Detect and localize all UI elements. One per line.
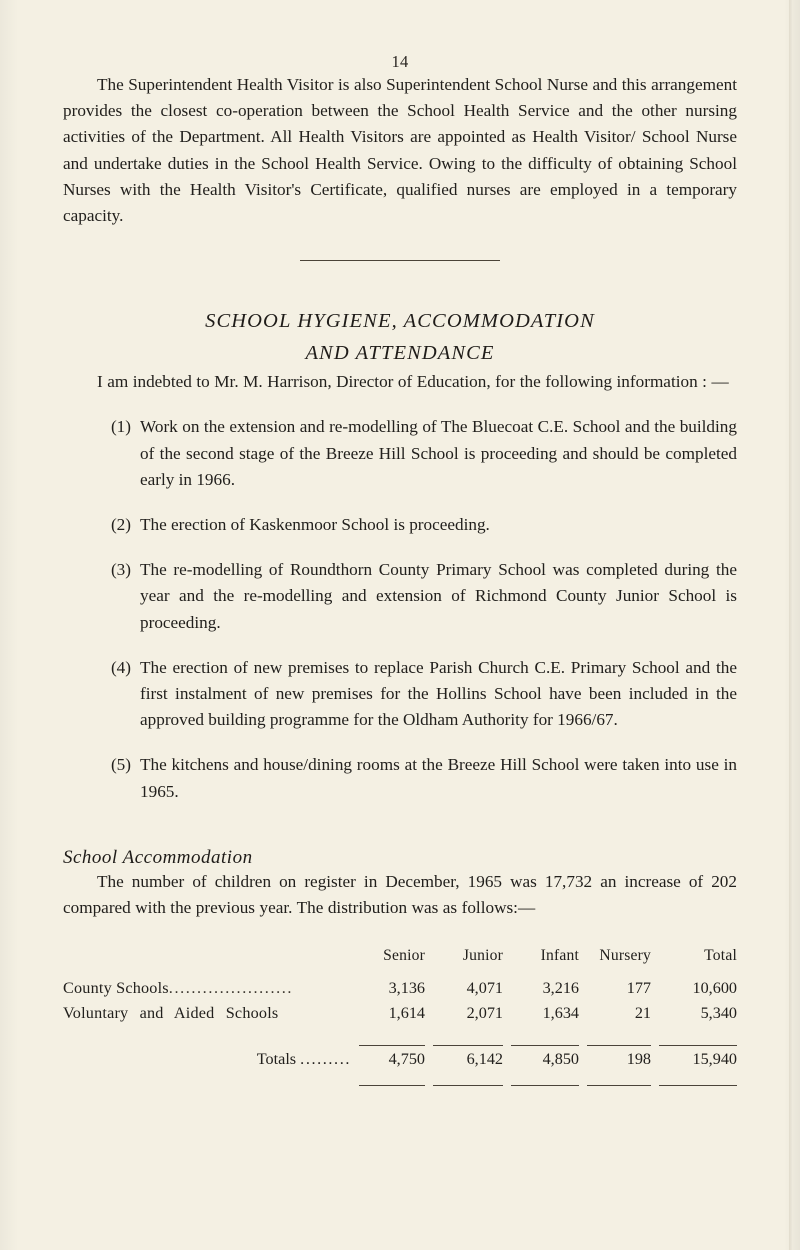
list-item	[63, 655, 737, 734]
row-label-text: County Schools	[63, 979, 169, 998]
cell-senior-total: 4,750	[388, 1050, 425, 1069]
cell-senior: 1,614	[388, 1004, 425, 1023]
column-header-blank	[63, 947, 351, 976]
list-item-number: (4)	[110, 657, 131, 677]
intro-paragraph: The Superintendent Health Visitor is also Superintendent School Nurse and this arrangement provides the closest co-operation between the School Health Service and the other nursing activities of the Department. All Health Visitors are appointed as Health Visitor/ School Nurse and undertake duties in the School Health Service. Owing to the difficulty of obtaining School Nurses with the Health Visitor's Certificate, qualified nurses are employed in a temporary capacity.	[63, 75, 737, 226]
totals-label-text: Totals	[256, 1050, 297, 1069]
column-rule-senior-bottom	[359, 1085, 425, 1086]
list-item	[63, 752, 737, 804]
table-totals-row	[63, 1046, 737, 1073]
list-item-number: (1)	[110, 417, 131, 437]
cell-junior: 2,071	[466, 1004, 503, 1023]
table-row	[63, 976, 737, 1001]
list-item-text: Work on the extension and re-modelling of The Bluecoat C.E. School and the building of the second stage of the Breeze Hill School is proceeding and should be completed early in 1966.	[140, 417, 737, 489]
section-heading-line-1: SCHOOL HYGIENE, ACCOMMODATION	[205, 310, 595, 333]
cell-infant: 1,634	[542, 1004, 579, 1023]
cell-senior: 3,136	[388, 979, 425, 998]
accommodation-paragraph: The number of children on register in December, 1965 was 17,732 an increase of 202 compared with the previous year. The distribution was as follows:—	[63, 871, 737, 918]
subsection-heading-school-accommodation: School Accommodation	[63, 846, 253, 868]
cell-nursery-total: 198	[626, 1050, 651, 1069]
table-rule-row-above-totals	[63, 1033, 737, 1046]
table-spacer-row	[63, 1026, 737, 1033]
list-item-number: (3)	[110, 560, 131, 580]
list-item	[63, 512, 737, 538]
column-rule-infant-bottom	[511, 1085, 579, 1086]
section-heading	[63, 261, 737, 369]
column-rule-total-bottom	[659, 1085, 737, 1086]
indebted-paragraph: I am indebted to Mr. M. Harrison, Director of Education, for the following information : —	[97, 372, 729, 392]
column-rule-junior-bottom	[433, 1085, 503, 1086]
page-number: 14	[391, 52, 409, 71]
column-header-junior: Junior	[462, 947, 503, 965]
row-label-totals	[63, 1046, 351, 1073]
list-item-text: The erection of Kaskenmoor School is proceeding.	[140, 515, 490, 535]
column-header-infant: Infant	[540, 947, 579, 965]
list-item	[63, 557, 737, 636]
page-edge-shadow	[789, 0, 792, 1250]
list-item-text: The kitchens and house/dining rooms at the Breeze Hill School were taken into use in 1965.	[140, 755, 737, 801]
list-item-number: (2)	[110, 515, 131, 535]
table-header-row	[63, 947, 737, 976]
information-list	[63, 414, 737, 804]
list-item	[63, 414, 737, 493]
cell-grand-total: 15,940	[692, 1050, 737, 1069]
cell-total: 5,340	[700, 1004, 737, 1023]
cell-nursery: 21	[634, 1004, 651, 1023]
cell-nursery: 177	[626, 979, 651, 998]
section-heading-line-2: AND ATTENDANCE	[305, 342, 495, 365]
cell-infant: 3,216	[542, 979, 579, 998]
cell-total: 10,600	[692, 979, 737, 998]
page-content	[63, 0, 737, 1086]
table-rule-row-below-totals	[63, 1073, 737, 1086]
column-rule-nursery-bottom	[587, 1085, 651, 1086]
cell-junior-total: 6,142	[466, 1050, 503, 1069]
row-label-county-schools	[63, 976, 351, 1001]
table-header	[63, 947, 737, 976]
distribution-table	[63, 947, 737, 1086]
table-row	[63, 1001, 737, 1026]
table-body	[63, 976, 737, 1086]
leader-dots: ......................	[168, 979, 294, 998]
list-item-text: The erection of new premises to replace Parish Church C.E. Primary School and the first instalment of new premises for the Hollins School have been included in the approved building programme for the Oldham Authority for 1966/67.	[140, 657, 737, 730]
cell-junior: 4,071	[466, 979, 503, 998]
cell-infant-total: 4,850	[542, 1050, 579, 1069]
column-header-senior: Senior	[383, 947, 425, 965]
list-item-number: (5)	[110, 755, 131, 775]
totals-leader-dots: .........	[300, 1050, 351, 1069]
row-label-voluntary-and-aided-schools: Voluntary and Aided Schools	[63, 1004, 279, 1023]
column-header-total: Total	[704, 947, 737, 965]
list-item-text: The re-modelling of Roundthorn County Primary School was completed during the year and the re-modelling and extension of Richmond County Junior School is proceeding.	[140, 560, 737, 632]
column-header-nursery: Nursery	[599, 947, 651, 965]
